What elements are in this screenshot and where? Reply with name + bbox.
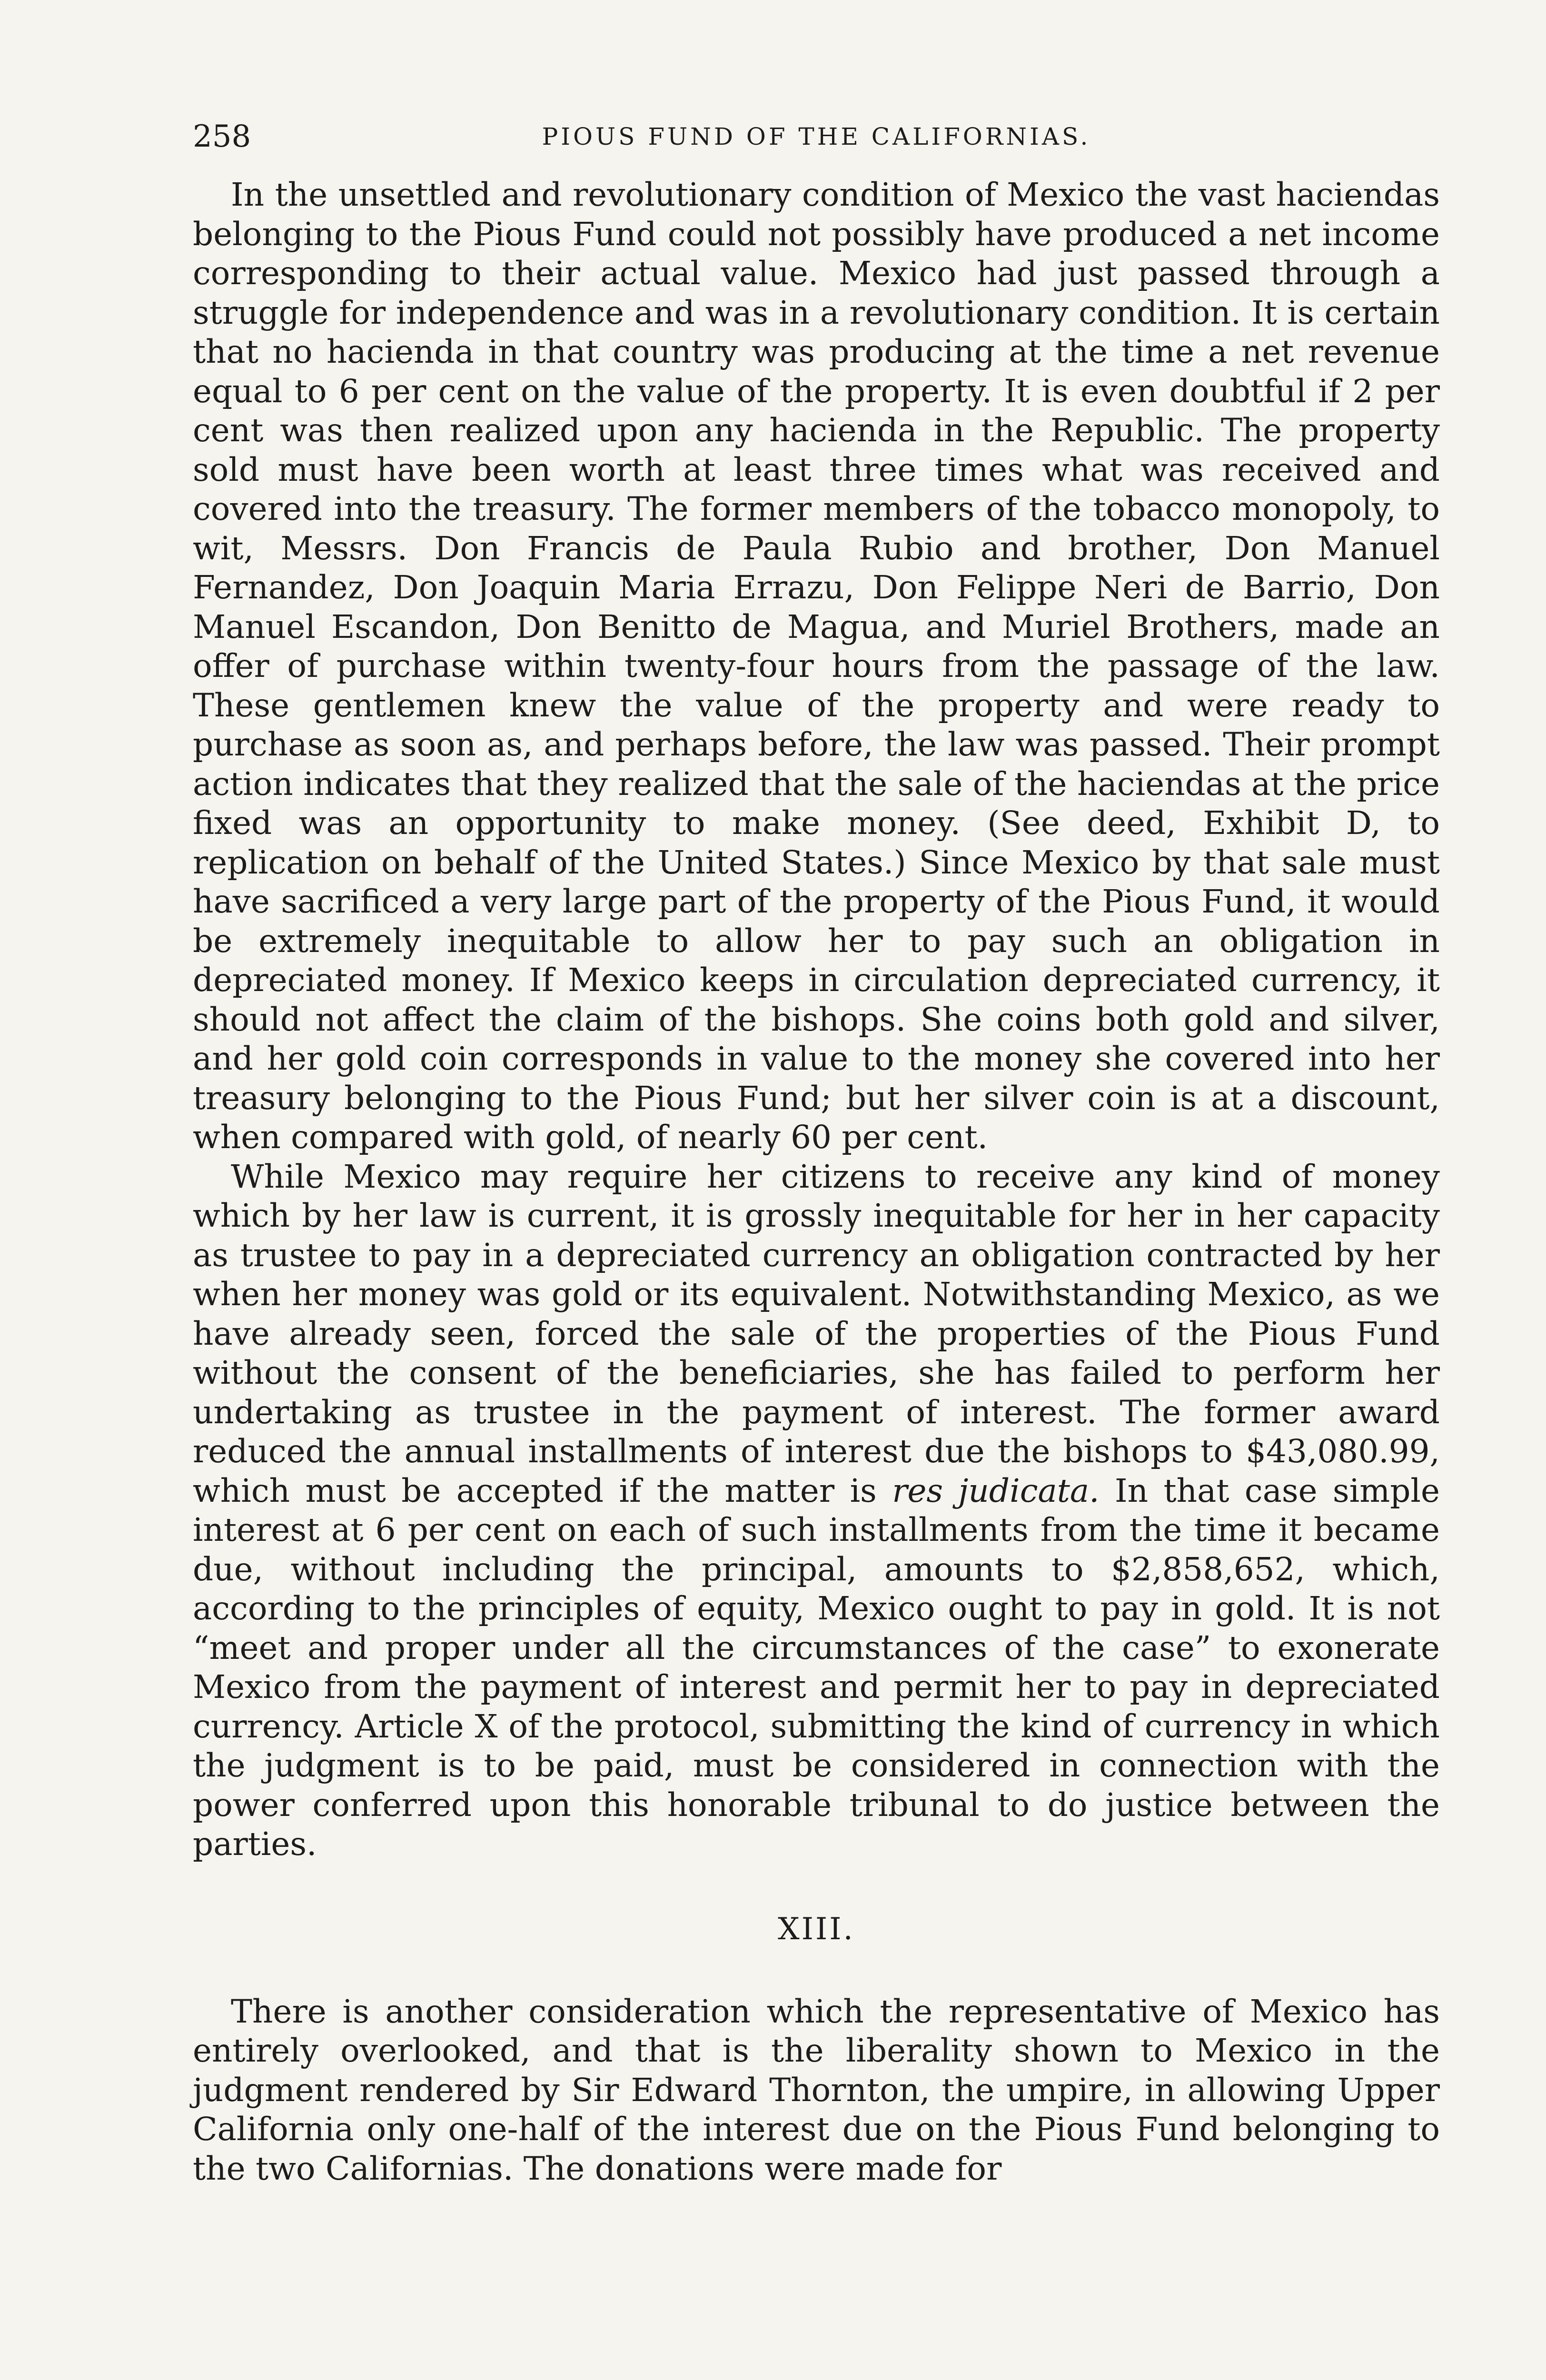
section-heading: XIII. xyxy=(778,1911,855,1947)
document-page xyxy=(193,119,1440,2188)
paragraph-2 xyxy=(193,1157,1440,1864)
paragraph-2-text-a: While Mexico may require her citizens to receive any kind of money which by her law is current, it is grossly inequitable for her in her capacity as trustee to pay in a depreciated currency an obligation contracted by her when her money was gold or its equivalent. Notwithstanding Mexico, as we have already seen, forced the sale of the properties of the Pious Fund without the consent of the beneficiaries, she has failed to perform her undertaking as trustee in the payment of interest. The former award reduced the annual installments of interest due the bishops to $43,080.99, which must be accepted if the matter is xyxy=(193,1157,1440,1509)
page-header xyxy=(193,119,1440,167)
paragraph-3: There is another consideration which the representative of Mexico has entirely overlooked, and that is the liberality shown to Mexico in the judgment rendered by Sir Edward Thornton, the umpire, in allowing Upper California only one-half of the interest due on the Pious Fund belonging to the two Californias. The donations were made for xyxy=(193,1992,1440,2187)
page-number: 258 xyxy=(193,119,251,154)
paragraph-2-italic: res judicata. xyxy=(892,1471,1100,1509)
paragraph-1: In the unsettled and revolutionary condition of Mexico the vast haciendas belonging to the Pious Fund could not possibly have produced a net income corresponding to their actual value. Mexico had just passed through a struggle for independence and was in a revolutionary condition. It is certain that no hacienda in that country was producing at the time a net revenue equal to 6 per cent on the value of the property. It is even doubtful if 2 per cent was then realized upon any hacienda in the Republic. The property sold must have been worth at least three times what was received and covered into the treasury. The former members of the tobacco monopoly, to wit, Messrs. Don Francis de Paula Rubio and brother, Don Manuel Fernandez, Don Joaquin Maria Errazu, Don Felippe Neri de Barrio, Don Manuel Escandon, Don Benitto de Magua, and Muriel Brothers, made an offer of purchase within twenty-four hours from the passage of the law. These gentlemen knew the value of the property and were ready to purchase as soon as, and perhaps before, the law was passed. Their prompt action indicates that they realized that the sale of the haciendas at the price fixed was an opportunity to make money. (See deed, Exhibit D, to replication on behalf of the United States.) Since Mexico by that sale must have sacrificed a very large part of the property of the Pious Fund, it would be extremely inequitable to allow her to pay such an obligation in depreciated money. If Mexico keeps in circulation depreciated currency, it should not affect the claim of the bishops. She coins both gold and silver, and her gold coin corresponds in value to the money she covered into her treasury belonging to the Pious Fund; but her silver coin is at a discount, when compared with gold, of nearly 60 per cent. xyxy=(193,176,1440,1156)
running-title: PIOUS FUND OF THE CALIFORNIAS. xyxy=(542,123,1091,150)
paragraph-2-text-b: In that case simple interest at 6 per cent on each of such installments from the time it became due, without including the principal, amounts to $2,858,652, which, according to the principles of equity, Mexico ought to pay in gold. It is not “meet and proper under all the circumstances of the case” to exonerate Mexico from the payment of interest and permit her to pay in depreciated currency. Article X of the protocol, submitting the kind of currency in which the judgment is to be paid, must be considered in connection with the power conferred upon this honorable tribunal to do justice between the parties. xyxy=(193,1471,1440,1863)
